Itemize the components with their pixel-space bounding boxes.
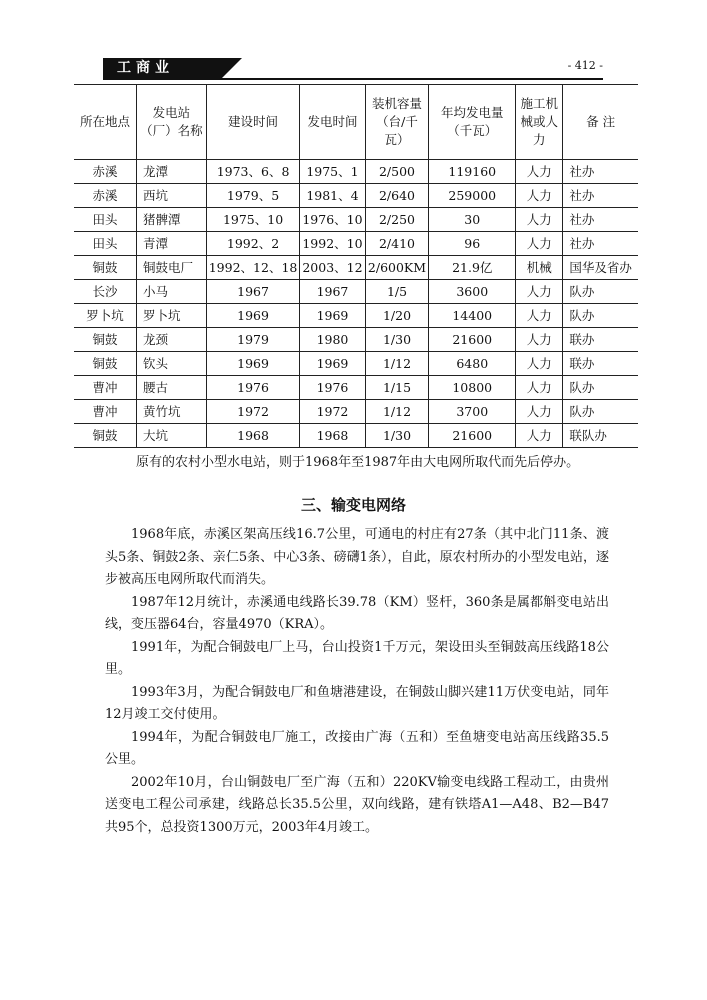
table-cell: 黄竹坑 bbox=[137, 400, 207, 424]
table-cell: 人力 bbox=[516, 304, 563, 328]
table-cell: 龙潭 bbox=[137, 160, 207, 184]
table-cell: 赤溪 bbox=[74, 160, 137, 184]
table-cell: 1992、2 bbox=[206, 232, 300, 256]
table-cell: 2/500 bbox=[365, 160, 429, 184]
table-cell: 1976 bbox=[206, 376, 300, 400]
table-cell: 1979 bbox=[206, 328, 300, 352]
table-cell: 队办 bbox=[563, 304, 638, 328]
table-cell: 2003、12 bbox=[300, 256, 365, 280]
table-note: 原有的农村小型水电站，则于1968年至1987年由大电网所取代而先后停办。 bbox=[136, 455, 580, 470]
table-cell: 2/410 bbox=[365, 232, 429, 256]
table-cell: 队办 bbox=[563, 400, 638, 424]
page-header bbox=[103, 58, 603, 80]
table-cell: 1/12 bbox=[365, 400, 429, 424]
table-cell: 青潭 bbox=[137, 232, 207, 256]
table-header-row bbox=[74, 85, 638, 160]
table-cell: 1/30 bbox=[365, 424, 429, 448]
section-tab-corner bbox=[221, 58, 242, 79]
table-cell: 96 bbox=[429, 232, 516, 256]
table-cell: 1992、12、18 bbox=[206, 256, 300, 280]
paragraph: 1968年底，赤溪区架高压线16.7公里，可通电的村庄有27条（其中北门11条、渡头5条、铜鼓2条、亲仁5条、中心3条、磅礴1条），自此，原农村所办的小型发电站，逐步被高压电网所取代而消失。 bbox=[105, 527, 609, 587]
table-cell: 259000 bbox=[429, 184, 516, 208]
table-cell: 1975、1 bbox=[300, 160, 365, 184]
table-cell: 1/12 bbox=[365, 352, 429, 376]
table-cell: 1992、10 bbox=[300, 232, 365, 256]
table-row bbox=[74, 328, 638, 352]
table-cell: 田头 bbox=[74, 208, 137, 232]
paragraph: 2002年10月，台山铜鼓电厂至广海（五和）220KV输变电线路工程动工，由贵州送变电工程公司承建，线路总长35.5公里，双向线路，建有铁塔A1—A48、B2—B47共95个，总投资1300万元，2003年4月竣工。 bbox=[105, 774, 609, 835]
table-cell: 腰古 bbox=[137, 376, 207, 400]
table-cell: 3700 bbox=[429, 400, 516, 424]
table-cell: 1980 bbox=[300, 328, 365, 352]
table-cell: 社办 bbox=[563, 232, 638, 256]
table-cell: 6480 bbox=[429, 352, 516, 376]
header-rule bbox=[103, 78, 603, 80]
table-cell: 国华及省办 bbox=[563, 256, 638, 280]
table-cell: 赤溪 bbox=[74, 184, 137, 208]
page-number: - 412 - bbox=[567, 59, 603, 72]
table-cell: 119160 bbox=[429, 160, 516, 184]
table-row bbox=[74, 376, 638, 400]
table-cell: 1969 bbox=[206, 352, 300, 376]
table-cell: 21600 bbox=[429, 424, 516, 448]
table-cell: 曹冲 bbox=[74, 400, 137, 424]
col-header: 备 注 bbox=[563, 85, 638, 160]
table-cell: 人力 bbox=[516, 352, 563, 376]
table-cell: 2/600KM bbox=[365, 256, 429, 280]
power-station-table bbox=[74, 84, 638, 448]
table-cell: 人力 bbox=[516, 184, 563, 208]
table-cell: 队办 bbox=[563, 376, 638, 400]
table-cell: 社办 bbox=[563, 160, 638, 184]
table-row bbox=[74, 424, 638, 448]
table-cell: 1/15 bbox=[365, 376, 429, 400]
col-header: 发电站（厂）名称 bbox=[137, 85, 207, 160]
table-cell: 2/640 bbox=[365, 184, 429, 208]
table-cell: 长沙 bbox=[74, 280, 137, 304]
table-cell: 21600 bbox=[429, 328, 516, 352]
table-cell: 铜鼓 bbox=[74, 352, 137, 376]
table-cell: 人力 bbox=[516, 376, 563, 400]
table-cell: 人力 bbox=[516, 400, 563, 424]
table-cell: 人力 bbox=[516, 208, 563, 232]
col-header: 装机容量（台/千瓦） bbox=[365, 85, 429, 160]
section-title: 三、输变电网络 bbox=[300, 496, 406, 514]
table-cell: 钦头 bbox=[137, 352, 207, 376]
table-cell: 1/5 bbox=[365, 280, 429, 304]
table-row bbox=[74, 352, 638, 376]
table-cell: 铜鼓 bbox=[74, 424, 137, 448]
table-row bbox=[74, 280, 638, 304]
table-cell: 1972 bbox=[206, 400, 300, 424]
col-header: 年均发电量（千瓦） bbox=[429, 85, 516, 160]
col-header: 施工机械或人力 bbox=[516, 85, 563, 160]
table-cell: 1967 bbox=[300, 280, 365, 304]
table-row bbox=[74, 256, 638, 280]
table-cell: 1972 bbox=[300, 400, 365, 424]
table-cell: 人力 bbox=[516, 424, 563, 448]
table-row bbox=[74, 184, 638, 208]
table-cell: 1976 bbox=[300, 376, 365, 400]
paragraph: 1991年，为配合铜鼓电厂上马，台山投资1千万元，架设田头至铜鼓高压线路18公里。 bbox=[105, 639, 609, 677]
table-cell: 小马 bbox=[137, 280, 207, 304]
table-row bbox=[74, 304, 638, 328]
table-cell: 曹冲 bbox=[74, 376, 137, 400]
table-cell: 1969 bbox=[300, 352, 365, 376]
table-cell: 联办 bbox=[563, 328, 638, 352]
section-tab: 工商业 bbox=[103, 58, 221, 79]
table-cell: 铜鼓电厂 bbox=[137, 256, 207, 280]
table-cell: 龙颈 bbox=[137, 328, 207, 352]
table-cell: 10800 bbox=[429, 376, 516, 400]
table-row bbox=[74, 208, 638, 232]
table-cell: 联队办 bbox=[563, 424, 638, 448]
table-cell: 1968 bbox=[300, 424, 365, 448]
table-row bbox=[74, 400, 638, 424]
table-cell: 14400 bbox=[429, 304, 516, 328]
table-cell: 1967 bbox=[206, 280, 300, 304]
table-cell: 1968 bbox=[206, 424, 300, 448]
table-cell: 社办 bbox=[563, 184, 638, 208]
table-cell: 社办 bbox=[563, 208, 638, 232]
table-cell: 1981、4 bbox=[300, 184, 365, 208]
table-cell: 人力 bbox=[516, 328, 563, 352]
table-cell: 人力 bbox=[516, 232, 563, 256]
col-header: 发电时间 bbox=[300, 85, 365, 160]
table-cell: 队办 bbox=[563, 280, 638, 304]
table-cell: 罗卜坑 bbox=[74, 304, 137, 328]
table-cell: 机械 bbox=[516, 256, 563, 280]
paragraph: 1993年3月，为配合铜鼓电厂和鱼塘港建设，在铜鼓山脚兴建11万伏变电站，同年12月竣工交付使用。 bbox=[105, 684, 609, 722]
table-body bbox=[74, 160, 638, 448]
table-row bbox=[74, 160, 638, 184]
paragraph: 1987年12月统计，赤溪通电线路长39.78（KM）竖杆，360条是属都斛变电站出线，变压器64台，容量4970（KRA）。 bbox=[105, 594, 609, 632]
table-cell: 罗卜坑 bbox=[137, 304, 207, 328]
table-cell: 1976、10 bbox=[300, 208, 365, 232]
table-cell: 大坑 bbox=[137, 424, 207, 448]
table-cell: 铜鼓 bbox=[74, 256, 137, 280]
table-row bbox=[74, 232, 638, 256]
table-cell: 猪髀潭 bbox=[137, 208, 207, 232]
table-cell: 人力 bbox=[516, 280, 563, 304]
table-cell: 人力 bbox=[516, 160, 563, 184]
paragraph: 1994年，为配合铜鼓电厂施工，改接由广海（五和）至鱼塘变电站高压线路35.5公里。 bbox=[105, 729, 609, 767]
table-cell: 联办 bbox=[563, 352, 638, 376]
table-cell: 1975、10 bbox=[206, 208, 300, 232]
body-text bbox=[105, 524, 609, 839]
table-cell: 1/20 bbox=[365, 304, 429, 328]
col-header: 所在地点 bbox=[74, 85, 137, 160]
table-cell: 1969 bbox=[300, 304, 365, 328]
table-cell: 30 bbox=[429, 208, 516, 232]
table-cell: 1969 bbox=[206, 304, 300, 328]
table-cell: 1/30 bbox=[365, 328, 429, 352]
table-cell: 铜鼓 bbox=[74, 328, 137, 352]
table-cell: 西坑 bbox=[137, 184, 207, 208]
table-cell: 田头 bbox=[74, 232, 137, 256]
table-cell: 1979、5 bbox=[206, 184, 300, 208]
table-cell: 1973、6、8 bbox=[206, 160, 300, 184]
table-cell: 3600 bbox=[429, 280, 516, 304]
col-header: 建设时间 bbox=[206, 85, 300, 160]
table-cell: 2/250 bbox=[365, 208, 429, 232]
table-cell: 21.9亿 bbox=[429, 256, 516, 280]
